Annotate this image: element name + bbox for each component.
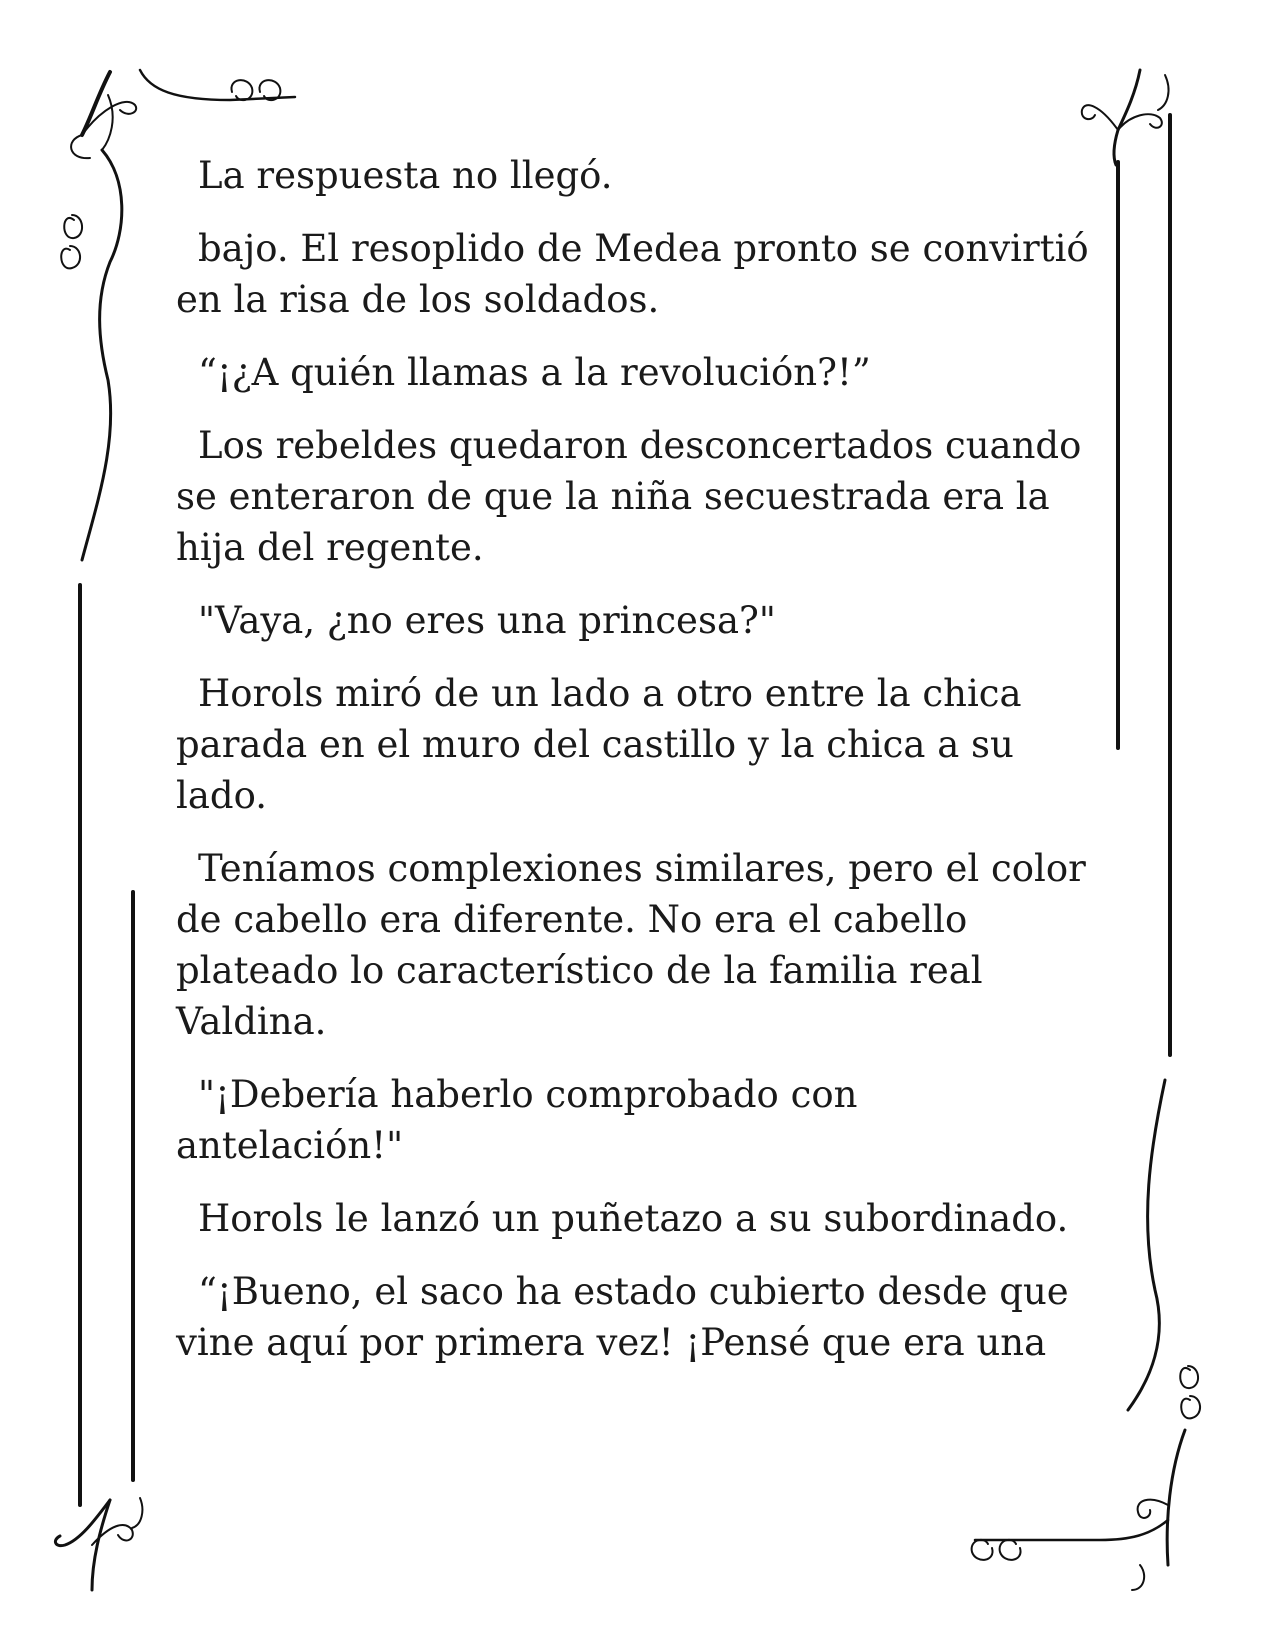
paragraph-2: bajo. El resoplido de Medea pronto se convirtió en la risa de los soldados. <box>176 227 1089 321</box>
paragraph-10: “¡Bueno, el saco ha estado cubierto desde que vine aquí por primera vez! ¡Pensé que era una <box>176 1270 1069 1364</box>
paragraph-4: Los rebeldes quedaron desconcertados cuando se enteraron de que la niña secuestrada era la hija del regente. <box>176 424 1082 569</box>
paragraph-3: “¡¿A quién llamas a la revolución?!” <box>198 351 871 394</box>
paragraph-8: "¡Debería haberlo comprobado con antelación!" <box>176 1073 858 1167</box>
page-body-text <box>176 150 1096 1390</box>
bottom-left-flourish-icon <box>55 1498 142 1590</box>
paragraph-9: Horols le lanzó un puñetazo a su subordinado. <box>198 1197 1069 1240</box>
paragraph-5: "Vaya, ¿no eres una princesa?" <box>198 599 776 642</box>
paragraph-1: La respuesta no llegó. <box>198 154 613 197</box>
paragraph-7: Teníamos complexiones similares, pero el color de cabello era diferente. No era el cabello plateado lo característico de la familia real Valdina. <box>176 847 1086 1043</box>
paragraph-6: Horols miró de un lado a otro entre la chica parada en el muro del castillo y la chica a su lado. <box>176 672 1022 817</box>
